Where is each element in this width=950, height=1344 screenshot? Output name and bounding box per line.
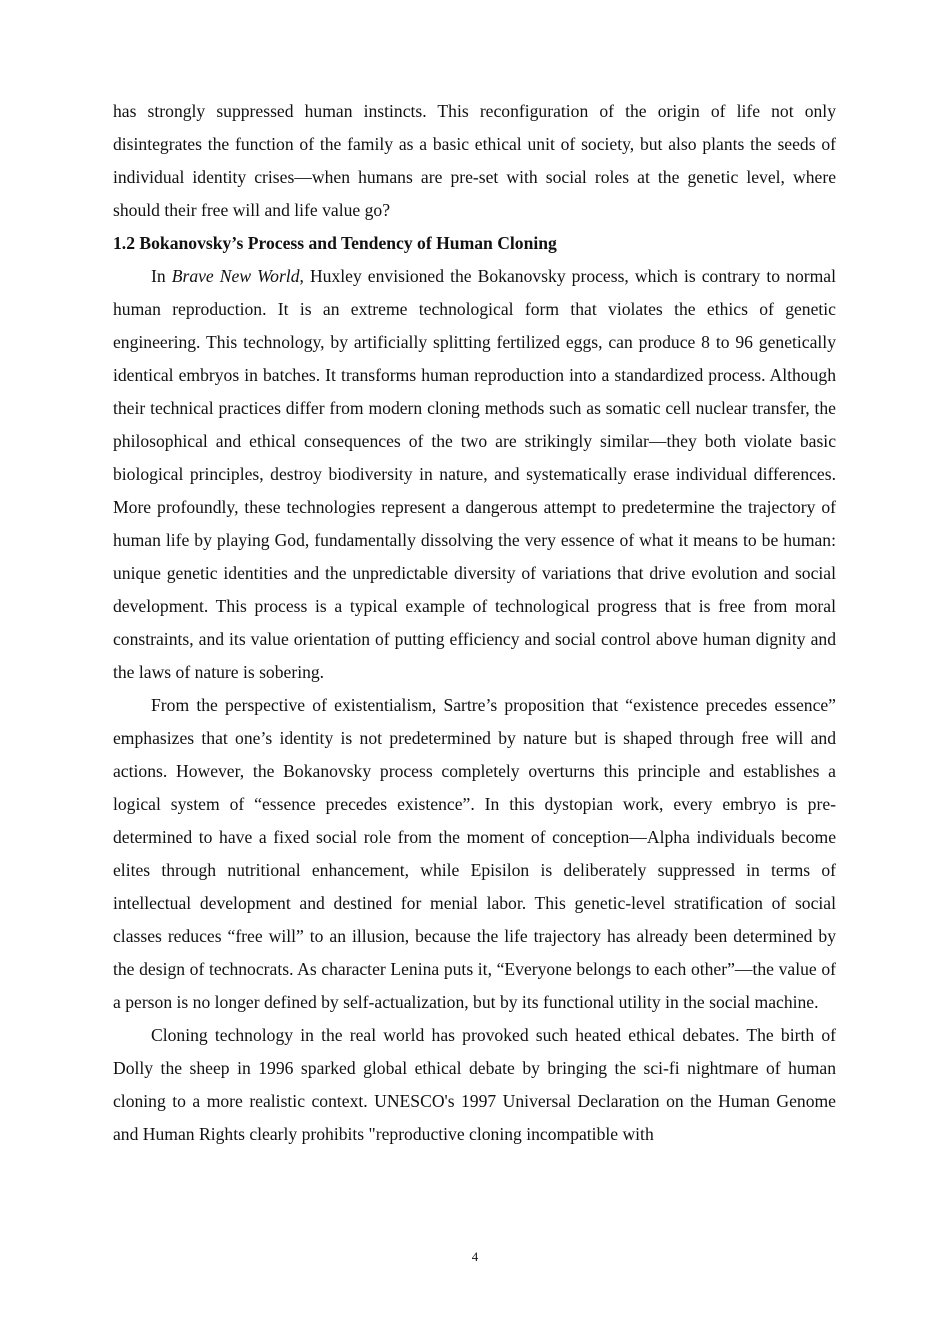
paragraph-cloning: Cloning technology in the real world has provoked such heated ethical debates. The birth of Dolly the sheep in 1996 sparked global ethical debate by bringing the sci-fi nightmare of human cloning to a more realistic context. UNESCO's 1997 Universal Declaration on the Human Genome and Human Rights clearly prohibits "reproductive cloning incompatible with bbox=[113, 1025, 836, 1144]
paragraph-lead: In bbox=[151, 266, 172, 286]
page-number: 4 bbox=[471, 1249, 479, 1264]
book-title: Brave New World bbox=[171, 266, 300, 286]
paragraph-continued: has strongly suppressed human instincts. This reconfiguration of the origin of life not only disintegrates the function of the family as a basic ethical unit of society, but also plants the seeds of individual identity crises—when humans are pre-set with social roles at the genetic level, where should their free will and life value go? bbox=[113, 101, 836, 220]
paragraph-existentialism: From the perspective of existentialism, Sartre’s proposition that “existence precedes essence” emphasizes that one’s identity is not predetermined by nature but is shaped through free will and actions. However, the Bokanovsky process completely overturns this principle and establishes a logical system of “essence precedes existence”. In this dystopian work, every embryo is pre-determined to have a fixed social role from the moment of conception—Alpha individuals become elites through nutritional enhancement, while Episilon is deliberately suppressed in terms of intellectual development and destined for menial labor. This genetic-level stratification of social classes reduces “free will” to an illusion, because the life trajectory has already been determined by the design of technocrats. As character Lenina puts it, “Everyone belongs to each other”—the value of a person is no longer defined by self-actualization, but by its functional utility in the social machine. bbox=[113, 695, 836, 1012]
document-page bbox=[113, 95, 836, 1151]
section-heading: 1.2 Bokanovsky’s Process and Tendency of Human Cloning bbox=[113, 233, 557, 253]
paragraph-bokanovsky bbox=[113, 260, 836, 689]
paragraph-body: , Huxley envisioned the Bokanovsky process, which is contrary to normal human reproduction. It is an extreme technological form that violates the ethics of genetic engineering. This technology, by artificially splitting fertilized eggs, can produce 8 to 96 genetically identical embryos in batches. It transforms human reproduction into a standardized process. Although their technical practices differ from modern cloning methods such as somatic cell nuclear transfer, the philosophical and ethical consequences of the two are strikingly similar—they both violate basic biological principles, destroy biodiversity in nature, and systematically erase individual differences. More profoundly, these technologies represent a dangerous attempt to predetermine the trajectory of human life by playing God, fundamentally dissolving the very essence of what it means to be human: unique genetic identities and the unpredictable diversity of variations that drive evolution and social development. This process is a typical example of technological progress that is free from moral constraints, and its value orientation of putting efficiency and social control above human dignity and the laws of nature is sobering. bbox=[113, 266, 836, 682]
